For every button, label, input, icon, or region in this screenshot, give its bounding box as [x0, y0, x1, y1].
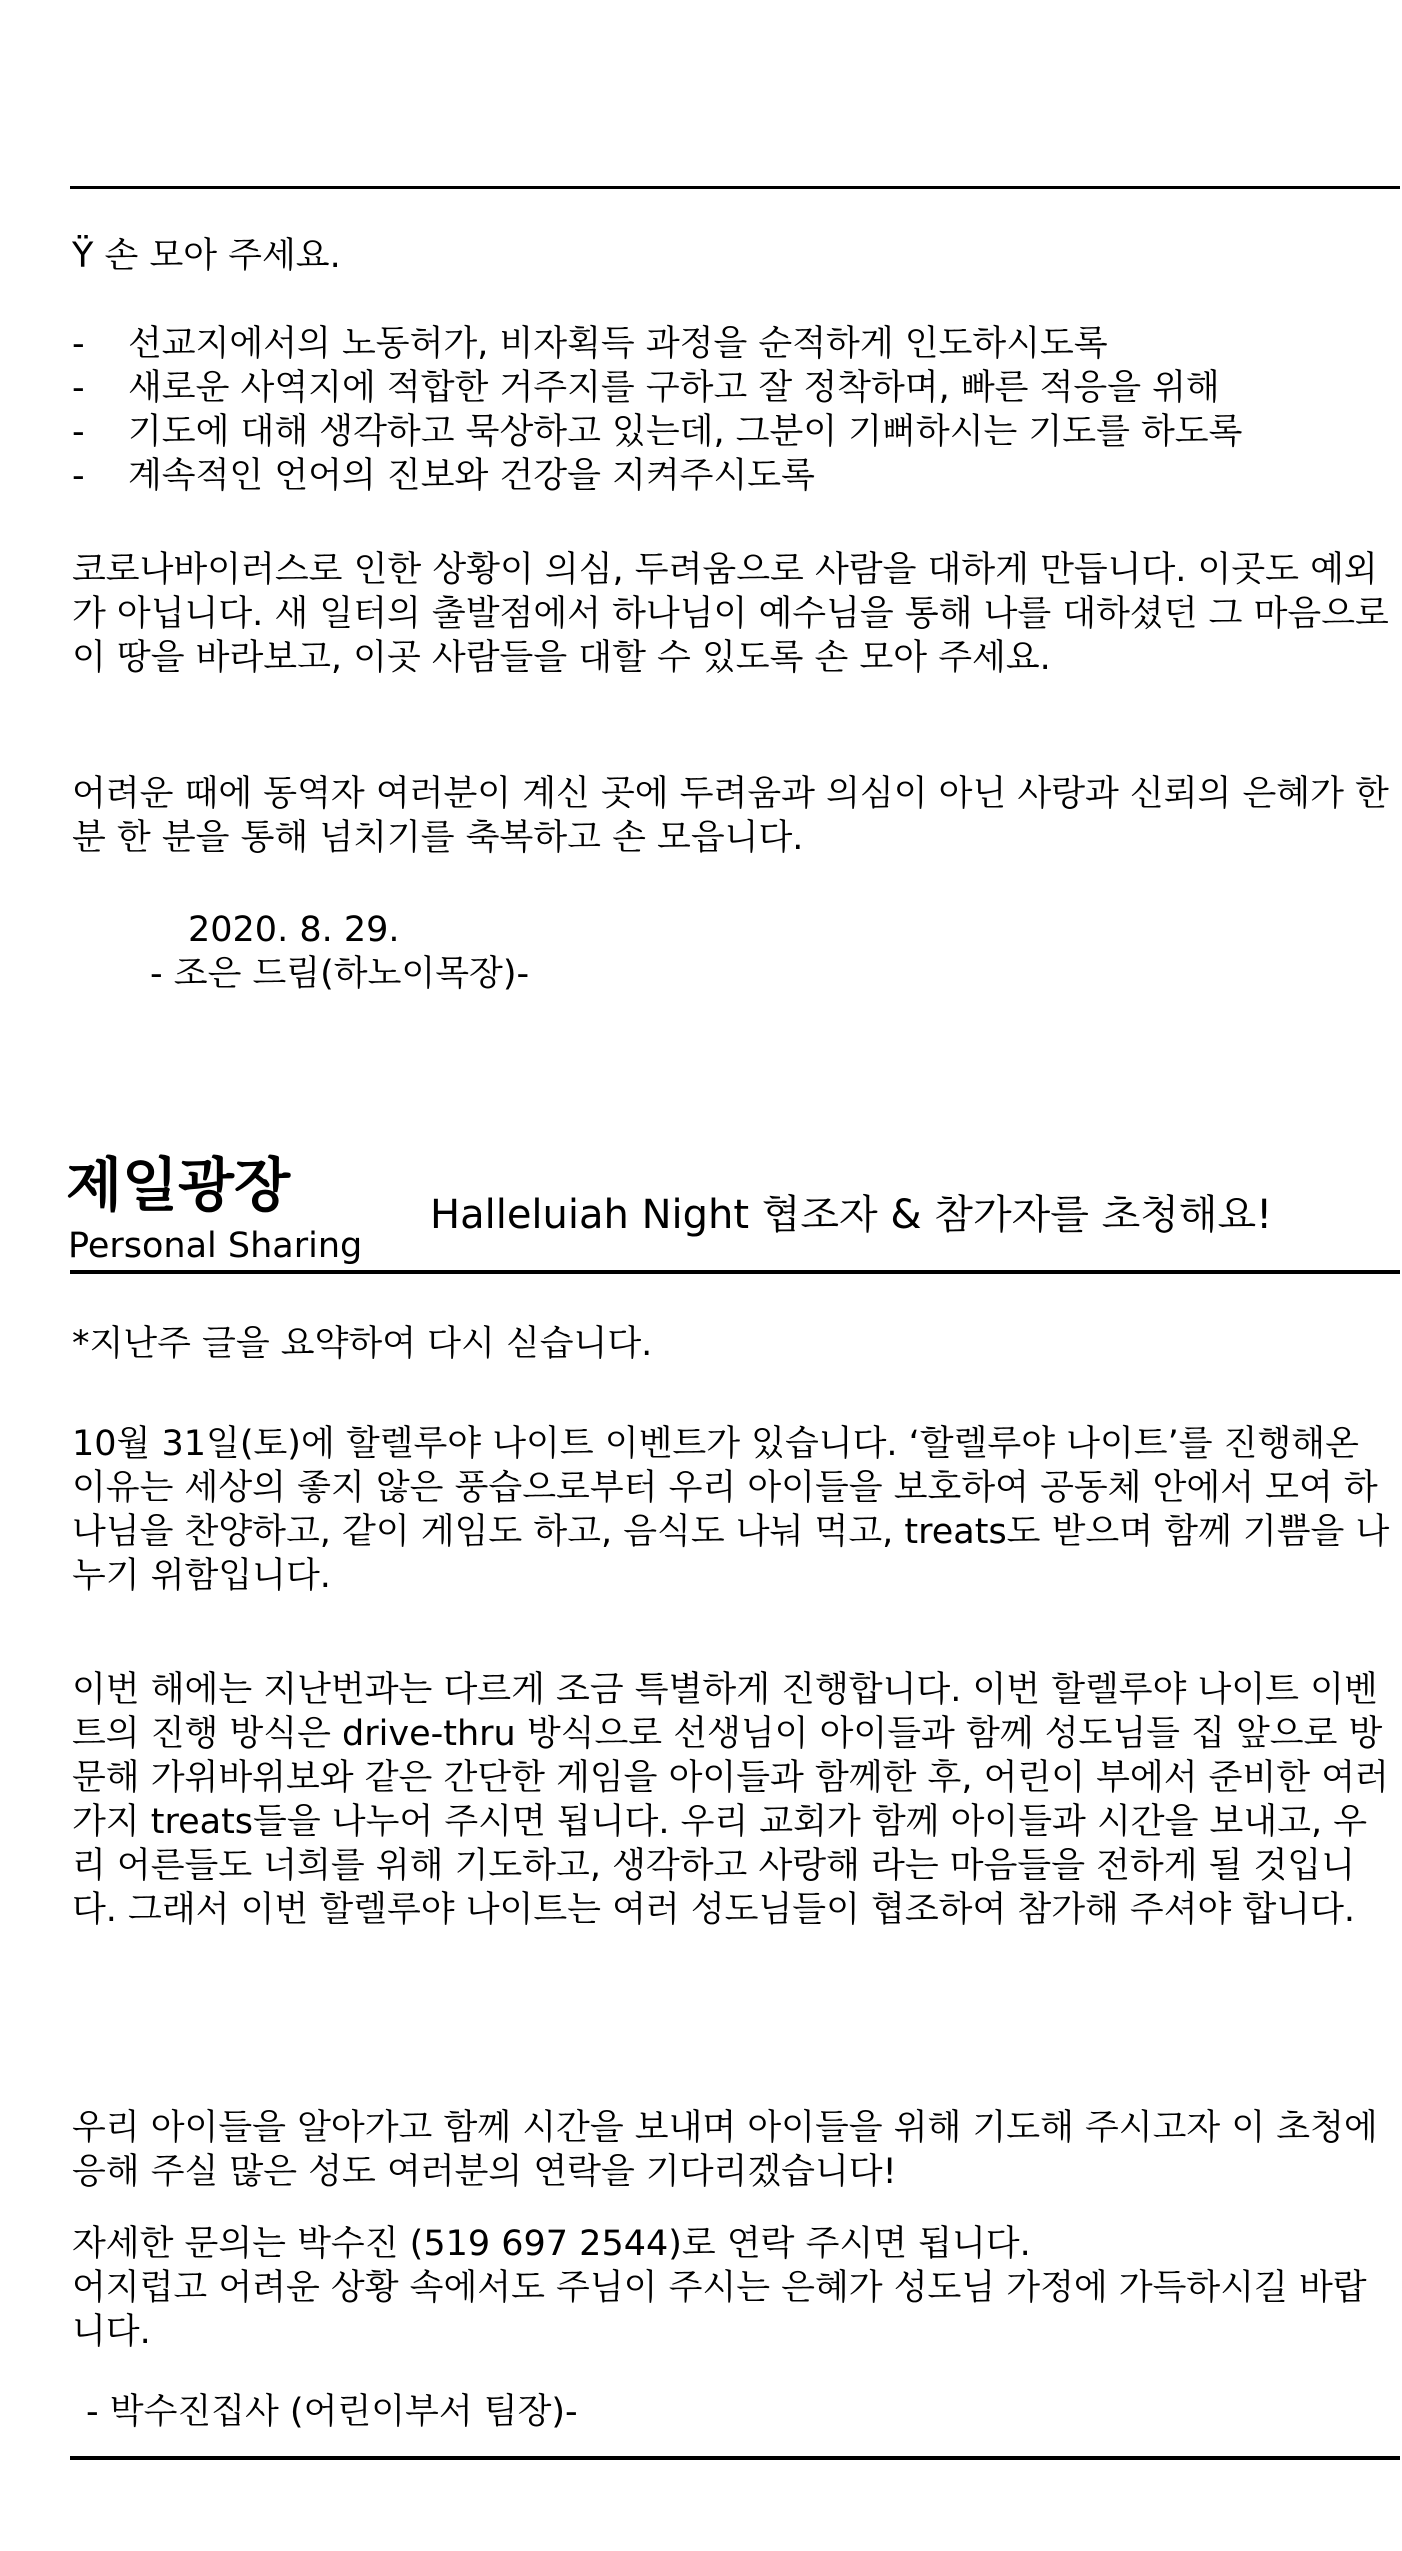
list-item: - 기도에 대해 생각하고 묵상하고 있는데, 그분이 기뻐하시는 기도를 하도록	[72, 412, 1243, 452]
section-subheading: Personal Sharing	[68, 1226, 363, 1266]
closing-blessing: 어지럽고 어려운 상황 속에서도 주님이 주시는 은혜가 성도님 가정에 가득하시길 바랍니다.	[72, 2268, 1367, 2352]
invitation-paragraph: 우리 아이들을 알아가고 함께 시간을 보내며 아이들을 위해 기도해 주시고자 이 초청에 응해 주실 많은 성도 여러분의 연락을 기다리겠습니다!	[72, 2108, 1389, 2192]
prayer-intro: Ÿ 손 모아 주세요.	[72, 236, 341, 276]
summary-note: *지난주 글을 요약하여 다시 싣습니다.	[72, 1324, 653, 1364]
bullet-dash: -	[72, 456, 85, 496]
letter-signature: - 조은 드림(하노이목장)-	[150, 954, 530, 994]
corona-paragraph: 코로나바이러스로 인한 상황이 의심, 두려움으로 사람을 대하게 만듭니다. 이곳도 예외가 아닙니다. 새 일터의 출발점에서 하나님이 예수님을 통해 나를 대하셨던 그 마음으로 이 땅을 바라보고, 이곳 사람들을 대할 수 있도록 손 모아 주세요.	[72, 550, 1400, 678]
list-item: - 계속적인 언어의 진보와 건강을 지켜주시도록	[72, 456, 815, 496]
list-item: - 선교지에서의 노동허가, 비자획득 과정을 순적하게 인도하시도록	[72, 324, 1108, 364]
section-divider	[70, 1270, 1400, 1274]
blessing-paragraph: 어려운 때에 동역자 여러분이 계신 곳에 두려움과 의심이 아닌 사랑과 신뢰의 은혜가 한 분 한 분을 통해 넘치기를 축복하고 손 모읍니다.	[72, 774, 1400, 858]
bullet-dash: -	[72, 412, 85, 452]
letter-date: 2020. 8. 29.	[188, 910, 400, 950]
drive-thru-paragraph: 이번 해에는 지난번과는 다르게 조금 특별하게 진행합니다. 이번 할렐루야 나이트 이벤트의 진행 방식은 drive-thru 방식으로 선생님이 아이들과 함께 성도님들 집 앞으로 방문해 가위바위보와 같은 간단한 게임을 아이들과 함께한 후, 어린이 부에서 준비한 여러 가지 treats들을 나누어 주시면 됩니다. 우리 교회가 함께 아이들과 시간을 보내고, 우리 어른들도 너희를 위해 기도하고, 생각하고 사랑해 라는 마음들을 전하게 될 것입니다. 그래서 이번 할렐루야 나이트는 여러 성도님들이 협조하여 참가해 주셔야 합니다.	[72, 1670, 1400, 1930]
bullet-dash: -	[72, 324, 85, 364]
contact-line: 자세한 문의는 박수진 (519 697 2544)로 연락 주시면 됩니다.	[72, 2224, 1031, 2264]
bottom-divider	[70, 2456, 1400, 2460]
bullet-dash: -	[72, 368, 85, 408]
article-title: Halleluiah Night 협조자 & 참가자를 초청해요!	[430, 1192, 1273, 1238]
section-heading: 제일광장	[66, 1151, 291, 1219]
event-paragraph: 10월 31일(토)에 할렐루야 나이트 이벤트가 있습니다. ‘할렐루야 나이트’를 진행해온 이유는 세상의 좋지 않은 풍습으로부터 우리 아이들을 보호하여 공동체 안에서 모여 하나님을 찬양하고, 같이 게임도 하고, 음식도 나눠 먹고, treats도 받으며 함께 기쁨을 나누기 위함입니다.	[72, 1424, 1390, 1596]
article-signature: - 박수진집사 (어린이부서 팀장)-	[86, 2392, 578, 2432]
prayer-list	[72, 322, 1392, 498]
top-divider	[70, 186, 1400, 189]
list-item: - 새로운 사역지에 적합한 거주지를 구하고 잘 정착하며, 빠른 적응을 위해	[72, 368, 1220, 408]
